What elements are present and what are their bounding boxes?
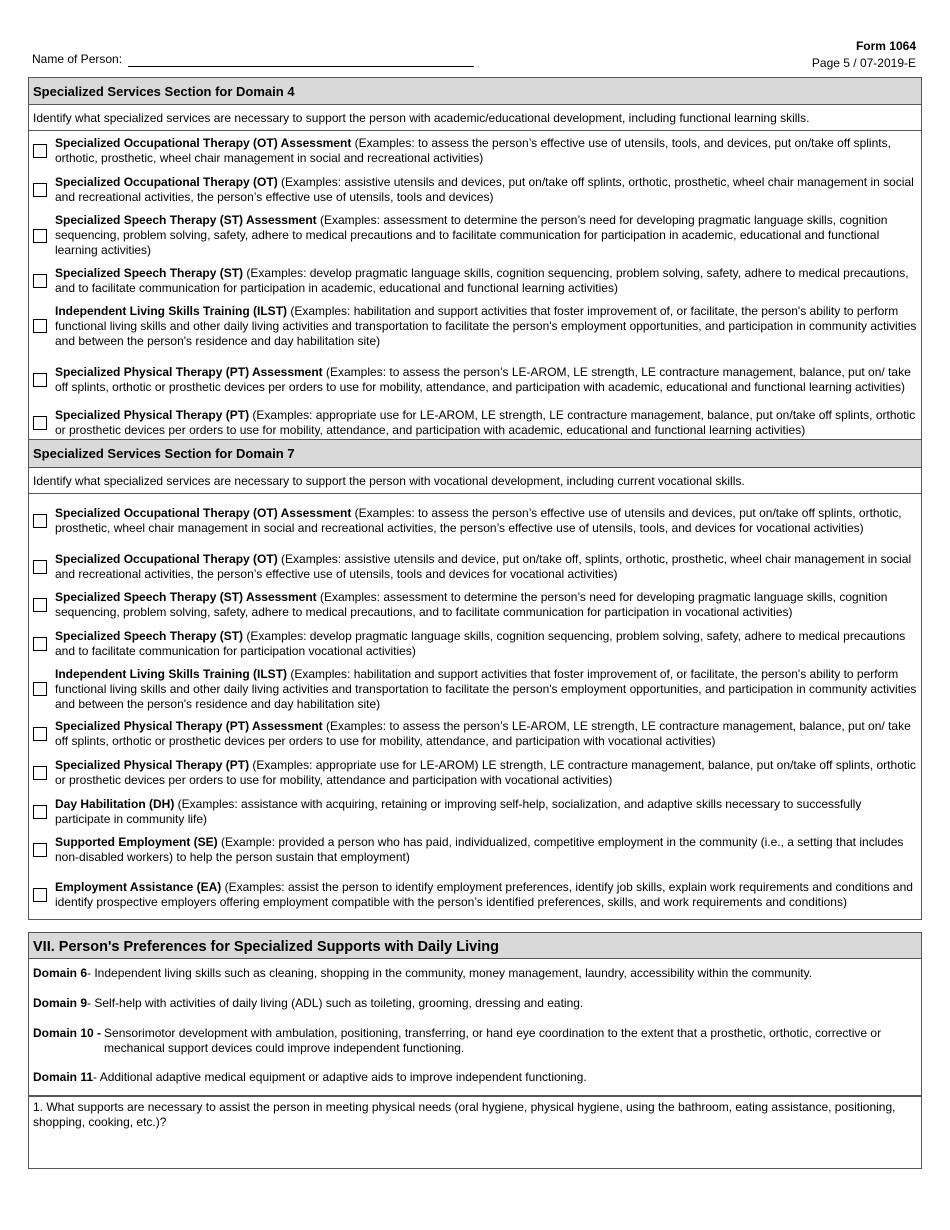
domain7-item: [29, 624, 921, 663]
domain4-checkbox[interactable]: [33, 229, 47, 243]
section7-title: VII. Person's Preferences for Specialized Supports with Daily Living: [29, 933, 921, 959]
domain7-checkbox[interactable]: [33, 727, 47, 741]
domain7-item: [29, 831, 921, 869]
domain7-checkbox[interactable]: [33, 560, 47, 574]
domain7-item: [29, 869, 921, 921]
domain4-item-text: [55, 365, 917, 395]
domain4-item-title: Specialized Physical Therapy (PT) Assessment: [55, 364, 323, 379]
section7: [28, 932, 922, 1096]
domain4-item-text: [55, 213, 917, 258]
domain4-item-desc: (Examples: assessment to determine the person’s need for developing pragmatic language skills, cognition sequencing, problem solving, safety, adhere to medical precautions and to facilitate communication for participation in academic, educational and functional learning activities): [55, 213, 888, 257]
domain7-section: [28, 439, 922, 920]
domain7-checkbox[interactable]: [33, 682, 47, 696]
domain7-item-title: Employment Assistance (EA): [55, 880, 222, 894]
section7-domain-row: [29, 966, 921, 996]
domain7-checkbox[interactable]: [33, 598, 47, 612]
domain7-item-text: [55, 506, 917, 536]
domain7-item-title: Specialized Occupational Therapy (OT) Assessment: [55, 505, 352, 520]
section7-domain-label: Domain 10 -: [33, 1026, 102, 1040]
domain4-item-title: Specialized Occupational Therapy (OT) Assessment: [55, 136, 352, 150]
domain7-item-title: Specialized Speech Therapy (ST) Assessment: [55, 590, 317, 604]
domain4-item-title: Specialized Speech Therapy (ST) Assessment: [55, 213, 317, 227]
domain4-item-desc: (Examples: habilitation and support activities that foster improvement of, or facilitate, the person's ability to perform functional living skills and other daily living activities and transportation to facilitate the person's employment opportunities, and participation in community activities and between the person's residence and day habilitation site): [55, 303, 917, 348]
domain4-title: Specialized Services Section for Domain 4: [29, 78, 921, 105]
domain7-item: [29, 663, 921, 715]
section7-domain-text: - Self-help with activities of daily living (ADL) such as toileting, grooming, dressing and eating.: [87, 996, 584, 1010]
domain7-item-text: [55, 667, 917, 712]
section7-domain-row: [29, 996, 921, 1026]
domain4-checkbox[interactable]: [33, 183, 47, 197]
domain7-item-text: [55, 719, 917, 749]
domain4-item-title: Independent Living Skills Training (ILST): [55, 303, 288, 318]
domain7-checkbox[interactable]: [33, 766, 47, 780]
domain7-item-desc: (Examples: to assess the person’s effective use of utensils and devices, put on/take off splints, orthotic, prosthetic, wheel chair management in social and recreational activities, the person’s effective use of utensils, tools, and devices for vocational activities): [55, 505, 902, 535]
domain7-item-desc: (Examples: develop pragmatic language skills, cognition sequencing, problem solving, safety, adhere to medical precautions and to facilitate communication for participation vocational activities): [55, 628, 906, 658]
domain4-intro: Identify what specialized services are necessary to support the person with academic/educational development, including functional learning skills.: [29, 105, 921, 131]
domain4-item: [29, 407, 921, 439]
domain4-item-title: Specialized Physical Therapy (PT): [55, 408, 250, 422]
domain7-item-title: Independent Living Skills Training (ILST): [55, 666, 288, 681]
domain4-item-desc: (Examples: assistive utensils and devices, put on/take off splints, orthotic, prosthetic, wheel chair management in social and recreational activities, the person’s effective use of utensils, tools and devices): [55, 175, 914, 204]
domain7-item-title: Specialized Speech Therapy (ST): [55, 628, 244, 643]
question-1[interactable]: [28, 1096, 922, 1169]
domain4-item: [29, 209, 921, 262]
domain7-item-text: [55, 758, 917, 788]
domain7-item: [29, 547, 921, 586]
section7-domain-label: Domain 11: [33, 1070, 94, 1084]
section7-domain-text: - Additional adaptive medical equipment or adaptive aids to improve independent functioning.: [93, 1070, 587, 1084]
domain7-checkbox[interactable]: [33, 843, 47, 857]
page-info: Page 5 / 07-2019-E: [811, 56, 916, 70]
domain4-item: [29, 171, 921, 209]
domain4-item-title: Specialized Occupational Therapy (OT): [55, 175, 278, 189]
domain4-checkbox[interactable]: [33, 144, 47, 158]
domain7-item-title: Specialized Physical Therapy (PT) Assessment: [55, 719, 323, 733]
domain7-item-desc: (Examples: to assess the person’s LE-AROM, LE strength, LE contracture management, balance, put on/ take off splints, orthotic or prosthetic devices per orders to use for mobility, attendance, and participation with vocational activities): [55, 719, 911, 748]
domain7-item: [29, 586, 921, 624]
section7-domain-row: [29, 1070, 921, 1094]
domain4-item: [29, 300, 921, 352]
domain4-item-desc: (Examples: develop pragmatic language skills, cognition sequencing, problem solving, safety, adhere to medical precautions, and to facilitate communication for participation in academic, educational and functional learning activities): [55, 266, 909, 295]
domain7-item: [29, 715, 921, 753]
domain4-item-text: [55, 136, 917, 166]
domain4-item: [29, 131, 921, 171]
domain4-checkbox[interactable]: [33, 373, 47, 387]
domain7-item-desc: (Examples: appropriate use for LE-AROM) LE strength, LE contracture management, balance, put on/take off splints, orthotic or prosthetic devices per orders to use for mobility, attendance and participation with vocational activities): [55, 757, 916, 787]
domain7-item-text: [55, 797, 917, 827]
domain4-item-desc: (Examples: to assess the person’s LE-AROM, LE strength, LE contracture management, balance, put on/ take off splints, orthotic or prosthetic devices per orders to use for mobility, attendance, and participation with academic, educational and functional learning activities): [55, 364, 911, 394]
domain4-checkbox[interactable]: [33, 319, 47, 333]
domain7-item-title: Day Habilitation (DH): [55, 796, 175, 811]
domain7-checkbox[interactable]: [33, 888, 47, 902]
domain7-item: [29, 494, 921, 547]
domain4-checkbox[interactable]: [33, 274, 47, 288]
domain7-item-desc: (Example: provided a person who has paid, individualized, competitive employment in the community (i.e., a setting that includes non-disabled workers) to help the person sustain that employment): [55, 835, 904, 864]
domain7-checkbox[interactable]: [33, 805, 47, 819]
section7-domain-label: Domain 9: [33, 996, 88, 1010]
domain7-item-desc: (Examples: assistive utensils and device, put on/take off, splints, orthotic, prosthetic, wheel chair management in social and recreational activities, the person’s effective use of utensils, tools and devices for vocational activities): [55, 551, 912, 581]
domain7-item-text: [55, 590, 917, 620]
domain4-section: [28, 77, 922, 440]
domain4-item-text: [55, 175, 917, 205]
domain7-item-text: [55, 552, 917, 582]
domain7-item-desc: (Examples: assistance with acquiring, retaining or improving self-help, socialization, and adaptive skills necessary to successfully participate in community life): [55, 796, 862, 826]
question-1-text: 1. What supports are necessary to assist the person in meeting physical needs (oral hygiene, physical hygiene, using the bathroom, eating assistance, positioning, shopping, cooking, etc.)?: [33, 1100, 896, 1129]
domain7-item-title: Specialized Physical Therapy (PT): [55, 757, 250, 772]
name-of-person-field[interactable]: [128, 66, 474, 67]
domain7-title: Specialized Services Section for Domain 7: [29, 440, 921, 468]
domain7-item-title: Supported Employment (SE): [55, 835, 218, 849]
domain7-item-desc: (Examples: habilitation and support activities that foster improvement of, or facilitate, the person's ability to perform functional living skills and other daily living activities and transportation to facilitate the person's employment opportunities, and participation in community activities and between the person's residence and day habilitation site): [55, 666, 917, 711]
domain4-item-text: [55, 304, 917, 349]
domain7-item-text: [55, 835, 917, 865]
domain4-item-title: Specialized Speech Therapy (ST): [55, 266, 244, 280]
section7-domain-label: Domain 6: [33, 966, 88, 980]
domain4-item: [29, 262, 921, 300]
domain4-item-desc: (Examples: appropriate use for LE-AROM, LE strength, LE contracture management, balance, put on/take off splints, orthotic or prosthetic devices per orders to use for mobility, attendance, and participation with academic, educational and functional learning activities): [55, 408, 916, 437]
domain7-item-desc: (Examples: assist the person to identify employment preferences, identify job skills, explain work requirements and conditions and identify prospective employers offering employment compatible with the person’s identified preferences, skills, and work requirements and conditions): [55, 880, 913, 909]
domain7-intro: Identify what specialized services are necessary to support the person with vocational development, including current vocational skills.: [29, 468, 921, 494]
form-header: [28, 38, 922, 70]
section7-domain-text: - Independent living skills such as cleaning, shopping in the community, money management, laundry, accessibility within the community.: [87, 966, 813, 980]
domain7-checkbox[interactable]: [33, 514, 47, 528]
section7-domain-row: [29, 1026, 921, 1070]
domain7-item: [29, 753, 921, 792]
domain7-checkbox[interactable]: [33, 637, 47, 651]
domain4-checkbox[interactable]: [33, 416, 47, 430]
name-of-person-label: Name of Person:: [32, 52, 123, 66]
domain7-item-text: [55, 880, 917, 910]
domain7-item-desc: (Examples: assessment to determine the person’s need for developing pragmatic language skills, cognition sequencing, problem solving, safety, adhere to medical precautions, and to facilitate communication for participation in vocational activities): [55, 590, 888, 619]
domain4-item-desc: (Examples: to assess the person’s effective use of utensils, tools, and devices, put on/take off splints, orthotic, prosthetic, wheel chair management in social and recreational activities): [55, 136, 891, 165]
domain7-item: [29, 792, 921, 831]
domain4-item-text: [55, 266, 917, 296]
domain7-item-text: [55, 629, 917, 659]
domain7-item-title: Specialized Occupational Therapy (OT): [55, 551, 278, 566]
domain4-item-text: [55, 408, 917, 438]
domain4-item: [29, 352, 921, 407]
section7-domain-text: Sensorimotor development with ambulation, positioning, transferring, or hand eye coordination to the extent that a prosthetic, orthotic, corrective or mechanical support devices could improve independent functioning.: [104, 1026, 882, 1055]
form-id: Form 1064: [855, 39, 916, 53]
